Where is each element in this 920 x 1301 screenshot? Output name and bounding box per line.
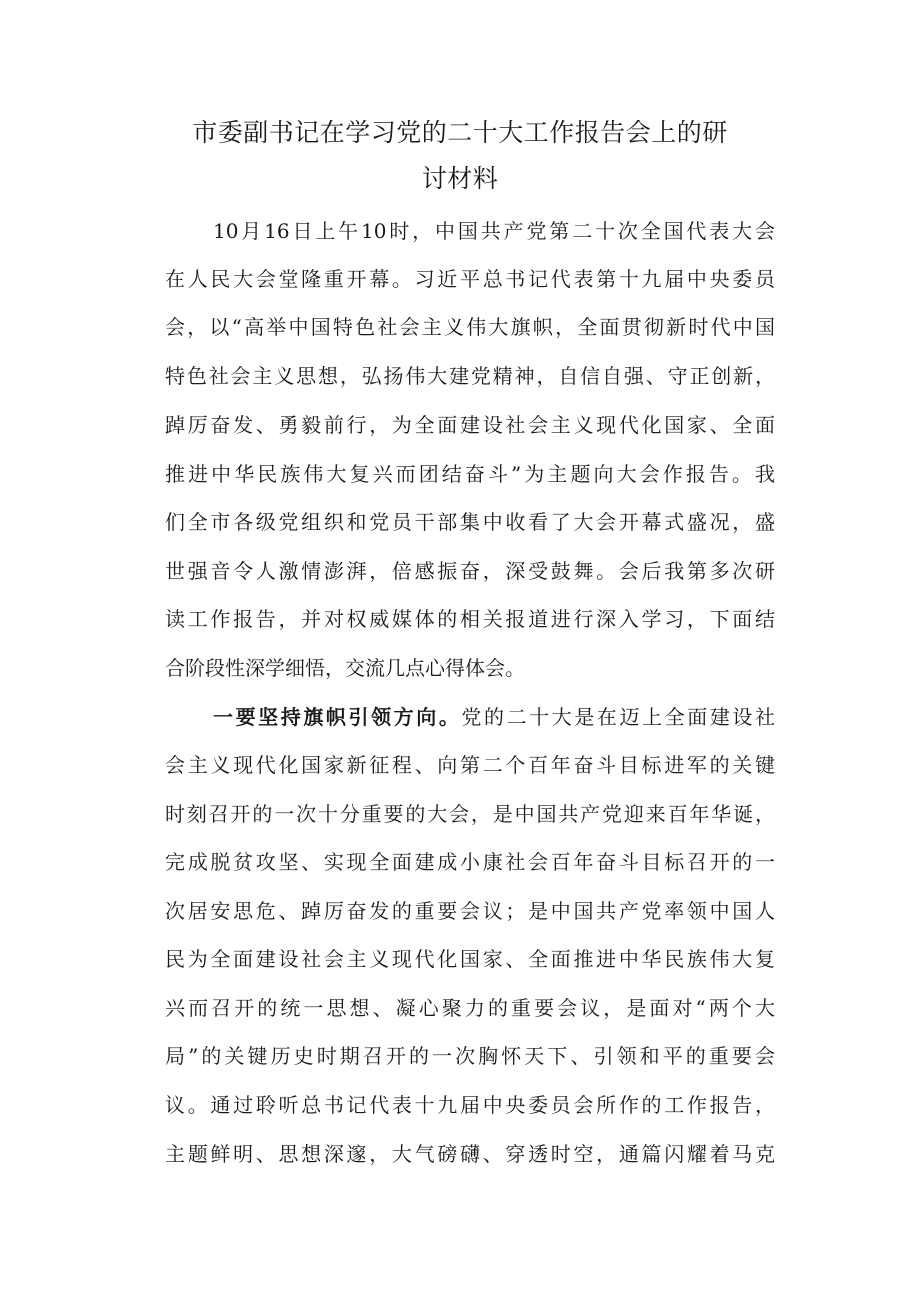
paragraph-1-line: 特色社会主义思想，弘扬伟大建党精神，自信自强、守正创新， <box>165 364 775 388</box>
paragraph-1-line: 在人民大会堂隆重开幕。习近平总书记代表第十九届中央委员 <box>165 267 775 291</box>
document-title-line-2: 讨材料 <box>421 164 499 193</box>
paragraph-1-line: 合阶段性深学细悟，交流几点心得体会。 <box>165 656 525 680</box>
paragraph-2-line: 议。通过聆听总书记代表十九届中央委员会所作的工作报告， <box>165 1093 775 1117</box>
paragraph-1-line: 世强音令人激情澎湃，倍感振奋，深受鼓舞。会后我第多次研 <box>165 559 775 583</box>
paragraph-2-line: 完成脱贫攻坚、实现全面建成小康社会百年奋斗目标召开的一 <box>165 850 775 874</box>
paragraph-1-line: 读工作报告，并对权威媒体的相关报道进行深入学习，下面结 <box>165 607 775 631</box>
paragraph-2-line: 主题鲜明、思想深邃，大气磅礴、穿透时空，通篇闪耀着马克 <box>165 1142 775 1166</box>
paragraph-1-line: 推进中华民族伟大复兴而团结奋斗”为主题向大会作报告。我 <box>165 462 775 486</box>
paragraph-2-first-line <box>213 704 775 730</box>
paragraph-2-first-line-text: 党的二十大是在迈上全面建设社 <box>461 705 776 729</box>
paragraph-1-line: 10月16日上午10时，中国共产党第二十次全国代表大会 <box>213 219 775 243</box>
paragraph-1-line: 踔厉奋发、勇毅前行，为全面建设社会主义现代化国家、全面 <box>165 413 775 437</box>
paragraph-2-heading: 一要坚持旗帜引领方向。 <box>213 705 462 729</box>
paragraph-1-line: 会，以“高举中国特色社会主义伟大旗帜，全面贯彻新时代中国 <box>165 315 775 339</box>
paragraph-2-line: 局”的关键历史时期召开的一次胸怀天下、引领和平的重要会 <box>165 1044 775 1068</box>
paragraph-2-line: 时刻召开的一次十分重要的大会，是中国共产党迎来百年华诞， <box>165 802 775 826</box>
document-title-line-1: 市委副书记在学习党的二十大工作报告会上的研 <box>192 118 728 147</box>
paragraph-1-line: 们全市各级党组织和党员干部集中收看了大会开幕式盛况，盛 <box>165 510 775 534</box>
paragraph-2-line: 会主义现代化国家新征程、向第二个百年奋斗目标进军的关键 <box>165 753 775 777</box>
paragraph-2-line: 兴而召开的统一思想、凝心聚力的重要会议，是面对“两个大 <box>165 996 775 1020</box>
paragraph-2-line: 民为全面建设社会主义现代化国家、全面推进中华民族伟大复 <box>165 947 775 971</box>
paragraph-2-line: 次居安思危、踔厉奋发的重要会议；是中国共产党率领中国人 <box>165 899 775 923</box>
